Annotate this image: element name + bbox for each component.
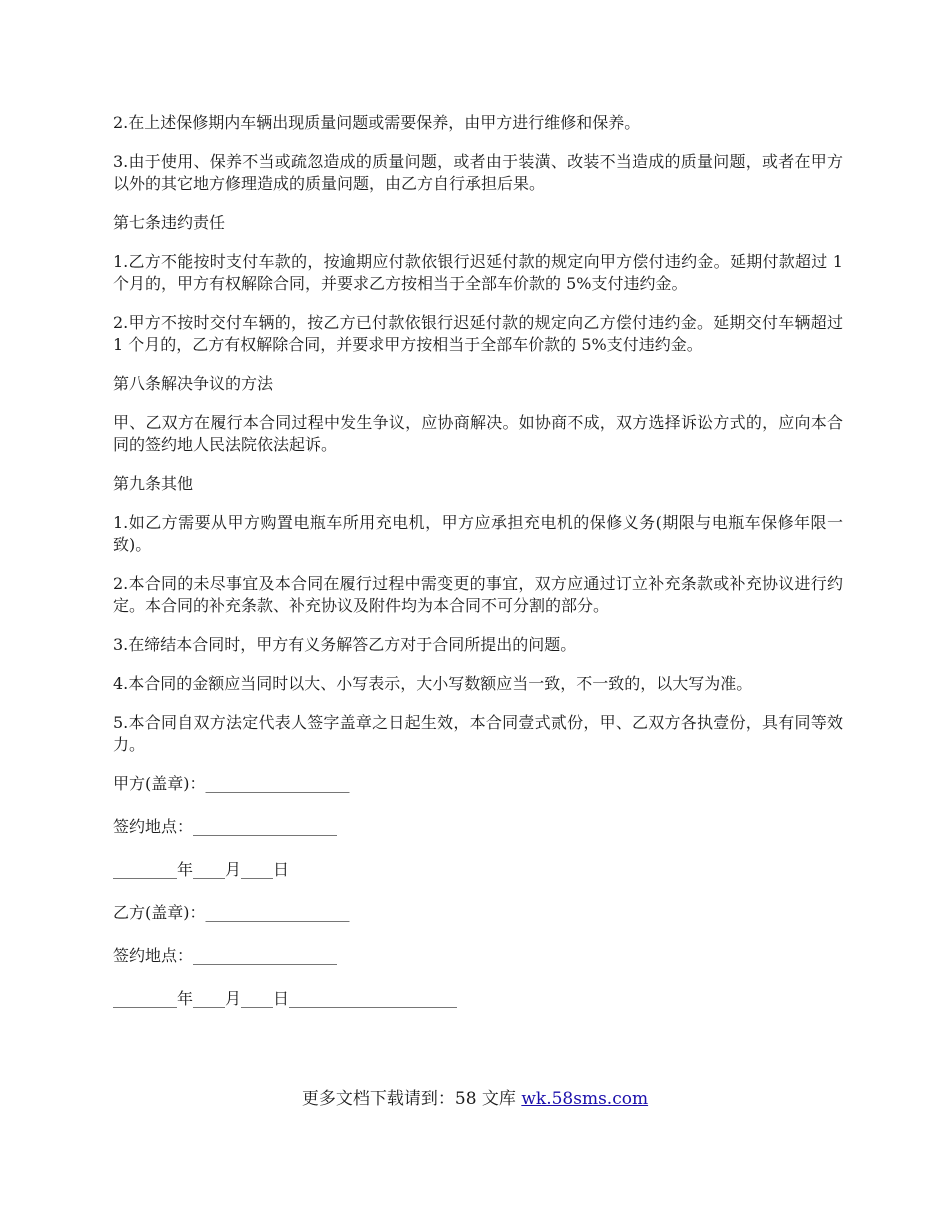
clause-paragraph: 甲、乙双方在履行本合同过程中发生争议，应协商解决。如协商不成，双方选择诉讼方式的，应向本合同的签约地人民法院依法起诉。 [113,413,843,454]
clause-paragraph: 2.本合同的未尽事宜及本合同在履行过程中需变更的事宜，双方应通过订立补充条款或补充协议进行约定。本合同的补充条款、补充协议及附件均为本合同不可分割的部分。 [113,574,843,615]
party-b-seal-line: 乙方(盖章)：__________________ [113,903,350,922]
signature-block [113,773,843,1010]
section-heading-article-7: 第七条违约责任 [113,213,226,232]
footer [0,1088,950,1110]
party-b-date-line: ________年____月____日_____________________ [113,989,458,1008]
section-heading-article-8: 第八条解决争议的方法 [113,374,274,393]
clause-paragraph: 3.由于使用、保养不当或疏忽造成的质量问题，或者由于装潢、改装不当造成的质量问题，或者在甲方以外的其它地方修理造成的质量问题，由乙方自行承担后果。 [113,152,843,193]
clause-paragraph: 5.本合同自双方法定代表人签字盖章之日起生效，本合同壹式贰份，甲、乙双方各执壹份，具有同等效力。 [113,713,843,754]
party-a-date-line: ________年____月____日 [113,860,290,879]
party-b-location-line: 签约地点：__________________ [113,946,338,965]
clause-paragraph: 4.本合同的金额应当同时以大、小写表示，大小写数额应当一致，不一致的，以大写为准。 [113,674,753,693]
clause-paragraph: 2.在上述保修期内车辆出现质量问题或需要保养，由甲方进行维修和保养。 [113,113,641,132]
clause-paragraph: 3.在缔结本合同时，甲方有义务解答乙方对于合同所提出的问题。 [113,635,577,654]
footer-text: 更多文档下载请到：58 文库 [301,1089,522,1109]
document-body [113,112,843,1031]
clause-paragraph: 2.甲方不按时交付车辆的，按乙方已付款依银行迟延付款的规定向乙方偿付违约金。延期交付车辆超过 1 个月的，乙方有权解除合同，并要求甲方按相当于全部车价款的 5%支付违约金。 [113,313,843,354]
footer-link[interactable]: wk.58sms.com [521,1089,649,1109]
clause-paragraph: 1.乙方不能按时支付车款的，按逾期应付款依银行迟延付款的规定向甲方偿付违约金。延期付款超过 1 个月的，甲方有权解除合同，并要求乙方按相当于全部车价款的 5%支付违约金。 [113,252,843,293]
clause-paragraph: 1.如乙方需要从甲方购置电瓶车所用充电机，甲方应承担充电机的保修义务(期限与电瓶车保修年限一致)。 [113,513,843,554]
party-a-seal-line: 甲方(盖章)：__________________ [113,774,350,793]
section-heading-article-9: 第九条其他 [113,474,194,493]
party-a-location-line: 签约地点：__________________ [113,817,338,836]
